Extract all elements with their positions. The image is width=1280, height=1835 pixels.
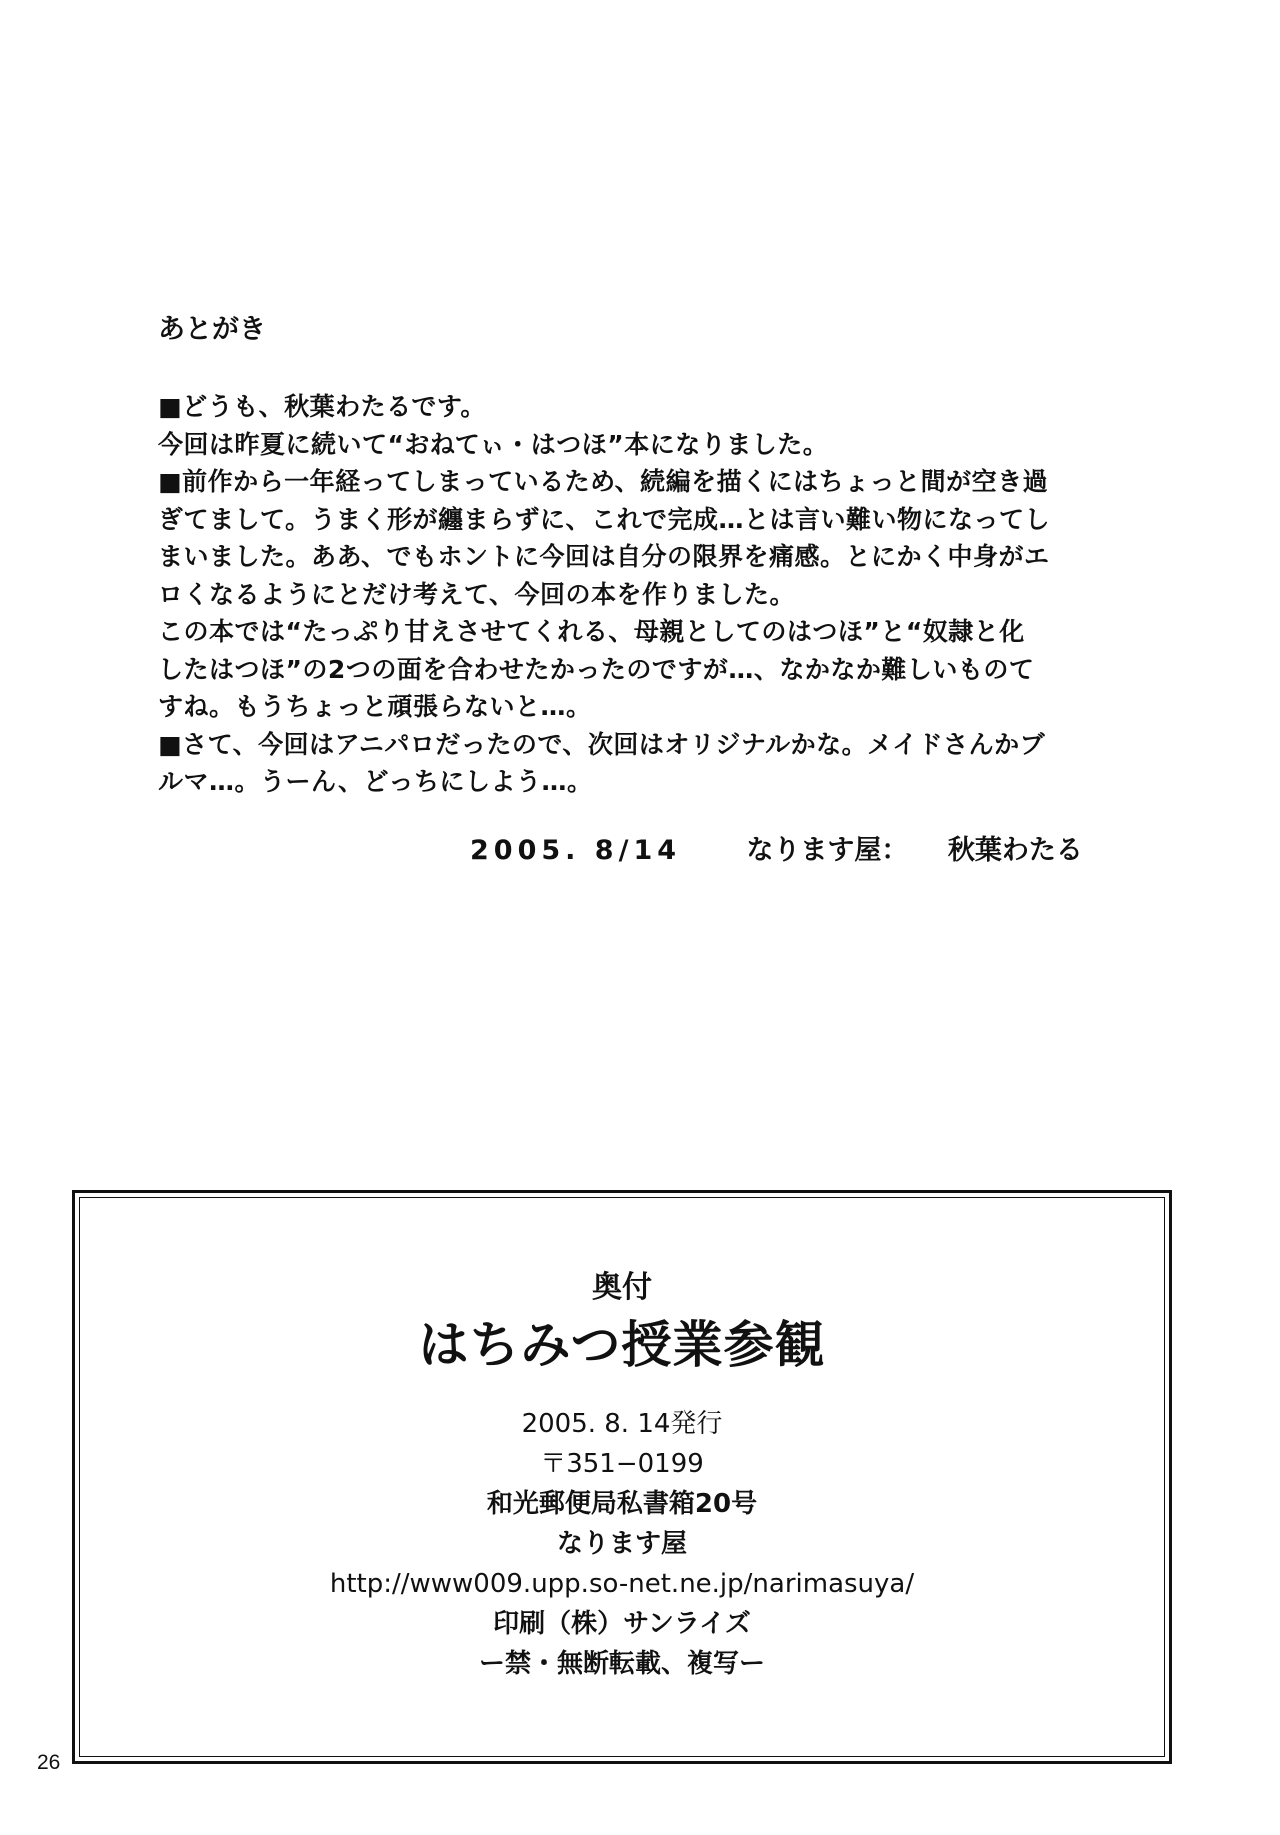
signature-circle-name: なります屋： [746,834,909,866]
afterword-section [158,310,1083,871]
publish-date: 2005. 8. 14発行 [521,1409,723,1439]
afterword-title: あとがき [158,314,266,345]
page-number: 26 [37,1751,61,1774]
postal-address: 和光郵便局私書箱20号 [486,1489,758,1519]
afterword-signature [470,831,1083,871]
afterword-line: この本では“たっぷり甘えさせてくれる、母親としてのはつほ”と“奴隷と化 [158,617,1025,646]
afterword-line: ルマ…。うーん、どっちにしよう…。 [158,767,593,796]
afterword-line: ■どうも、秋葉わたるです。 [158,392,486,421]
colophon-details [80,1404,1164,1684]
afterword-line: したはつほ”の2つの面を合わせたかったのですが…、なかなか難しいものて [158,654,1035,684]
colophon-box [72,1190,1172,1764]
colophon-label: 奥付 [592,1270,652,1305]
afterword-line: まいました。ああ、でもホントに今回は自分の限界を痛感。とにかく中身がエ [158,542,1050,571]
afterword-body [158,388,1078,801]
signature-author: 秋葉わたる [947,834,1083,866]
signature-date: 2005. 8/14 [470,834,682,866]
afterword-line: ■さて、今回はアニパロだったので、次回はオリジナルかな。メイドさんかブ [158,729,1046,759]
printer-name: 印刷（株）サンライズ [493,1609,751,1639]
colophon-title: はちみつ授業参観 [418,1316,826,1374]
colophon-inner-frame [79,1197,1165,1757]
website-url: http://www009.upp.so-net.ne.jp/narimasuya/ [329,1569,915,1599]
copyright-notice: ー禁・無断転載、複写ー [478,1649,765,1679]
afterword-line: ■前作から一年経ってしまっているため、続編を描くにはちょっと間が空き過 [158,467,1049,496]
publisher-name: なります屋 [556,1529,687,1559]
afterword-line: ロくなるようにとだけ考えて、今回の本を作りました。 [158,579,796,609]
postal-code: 〒351−0199 [540,1449,704,1479]
afterword-line: すね。もうちょっと頑張らないと…。 [158,692,592,721]
afterword-line: ぎてまして。うまく形が纏まらずに、これで完成…とは言い難い物になってし [158,504,1051,534]
afterword-line: 今回は昨夏に続いて“おねてぃ・はつほ”本になりました。 [158,429,829,459]
